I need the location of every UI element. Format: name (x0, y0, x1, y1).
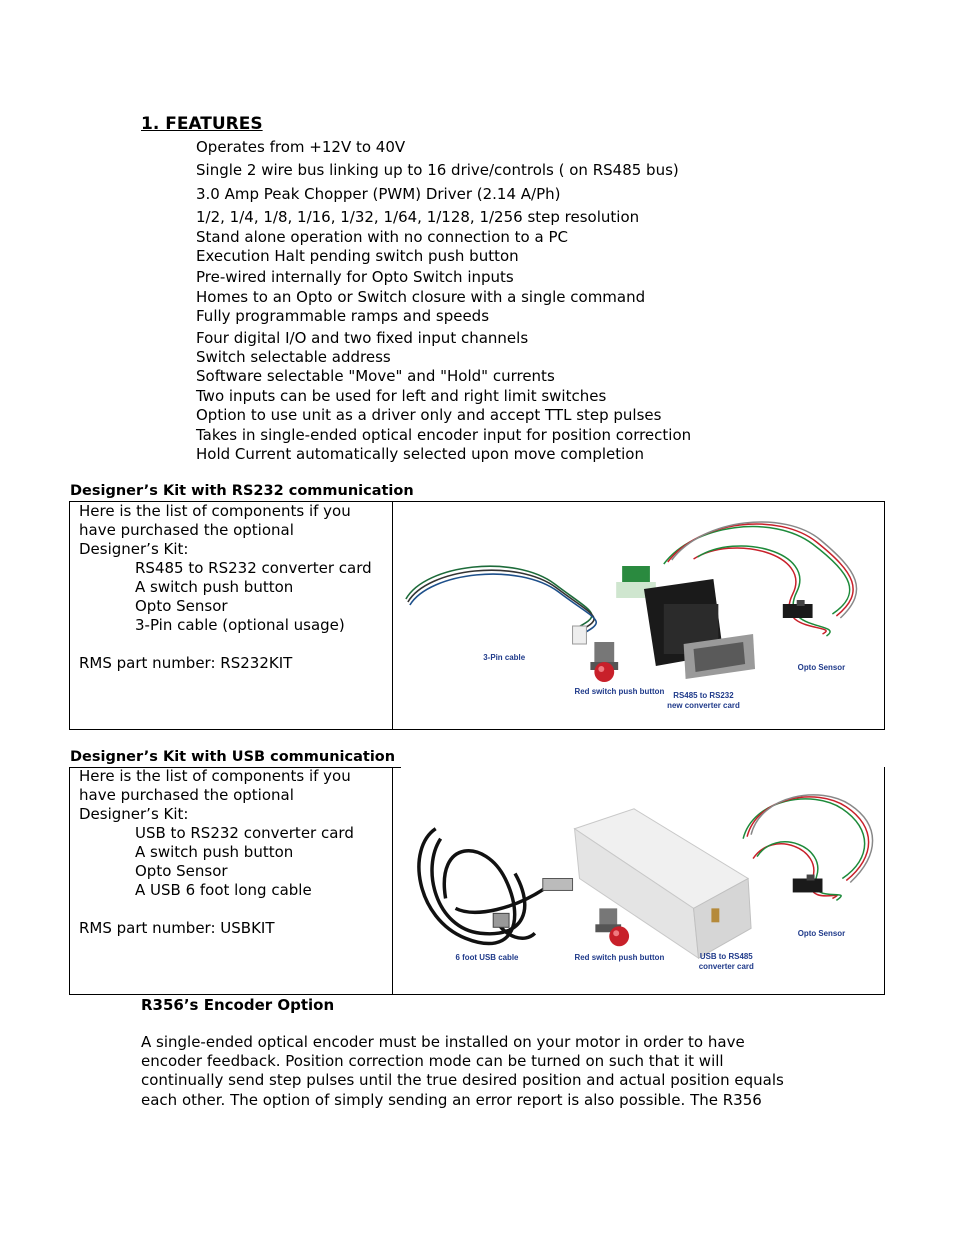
feature-item: Single 2 wire bus linking up to 16 drive/controls ( on RS485 bus) (196, 161, 679, 180)
paragraph-line: each other. The option of simply sending an error report is also possible. The R356 (141, 1090, 762, 1109)
kit-intro-line: Designer’s Kit: (79, 805, 189, 823)
kit-component: A switch push button (135, 578, 294, 596)
usb-kit-description (70, 767, 393, 994)
feature-item: Fully programmable ramps and speeds (196, 307, 490, 326)
feature-item: Hold Current automatically selected upon move completion (196, 445, 644, 464)
red-switch-icon (590, 642, 618, 682)
kit-component: Opto Sensor (135, 862, 228, 880)
paragraph-line: encoder feedback. Position correction mode can be turned on such that it will (141, 1052, 724, 1071)
caption-red-switch: Red switch push button (574, 953, 665, 963)
red-switch-icon (595, 908, 629, 946)
usb-kit-heading: Designer’s Kit with USB communication (70, 749, 396, 765)
kit-intro-line: Here is the list of components if you (79, 502, 351, 520)
caption-converter-card-1: RS485 to RS232 (673, 690, 734, 701)
usb-kit-illustration (396, 769, 882, 992)
opto-sensor-icon (793, 875, 823, 893)
kit-component: A switch push button (135, 843, 294, 861)
kit-component: A USB 6 foot long cable (135, 881, 312, 899)
feature-item: Execution Halt pending switch push button (196, 247, 519, 266)
kit-component: Opto Sensor (135, 597, 228, 615)
caption-converter-card-2: converter card (698, 962, 754, 972)
encoder-option-paragraph (141, 1033, 831, 1110)
feature-item: Two inputs can be used for left and right limit switches (196, 386, 607, 405)
encoder-option-heading: R356’s Encoder Option (141, 996, 335, 1014)
features-heading: 1. FEATURES (141, 114, 263, 134)
rs232-kit-table (69, 501, 885, 730)
feature-item: Takes in single-ended optical encoder input for position correction (196, 425, 692, 444)
feature-item: Operates from +12V to 40V (196, 138, 406, 156)
feature-item: Option to use unit as a driver only and accept TTL step pulses (196, 406, 662, 425)
rs232-kit-heading: Designer’s Kit with RS232 communication (70, 483, 414, 499)
caption-opto-sensor: Opto Sensor (797, 929, 846, 939)
rs232-kit-illustration (396, 504, 882, 727)
usb-cable-icon (419, 829, 573, 944)
rs232-kit-description (70, 502, 393, 729)
caption-opto-sensor: Opto Sensor (797, 662, 846, 673)
features-list (196, 138, 691, 465)
kit-intro-line: Designer’s Kit: (79, 540, 189, 558)
caption-3pin-cable: 3-Pin cable (483, 652, 526, 663)
caption-usb-cable: 6 foot USB cable (455, 953, 519, 963)
kit-part-number: RMS part number: USBKIT (79, 919, 275, 937)
usb-converter-box-icon (575, 809, 752, 958)
kit-intro-line: have purchased the optional (79, 786, 294, 804)
feature-item: Four digital I/O and two fixed input channels (196, 328, 529, 347)
feature-item: Pre-wired internally for Opto Switch inputs (196, 268, 514, 287)
paragraph-line: A single-ended optical encoder must be installed on your motor in order to have (141, 1033, 745, 1051)
converter-card-icon (616, 566, 755, 679)
kit-intro-line: Here is the list of components if you (79, 767, 351, 785)
usb-kit-table (69, 767, 885, 995)
caption-red-switch: Red switch push button (574, 686, 665, 697)
opto-sensor-icon (783, 600, 813, 618)
paragraph-line: continually send step pulses until the true desired position and actual position equals (141, 1071, 784, 1090)
kit-component: USB to RS232 converter card (135, 824, 354, 842)
kit-component: 3-Pin cable (optional usage) (135, 616, 345, 634)
usb-kit-photo (396, 769, 882, 992)
caption-converter-card-1: USB to RS485 (699, 952, 753, 962)
kit-part-number: RMS part number: RS232KIT (79, 654, 293, 672)
three-pin-cable-icon (406, 566, 596, 644)
feature-item: 3.0 Amp Peak Chopper (PWM) Driver (2.14 A/Ph) (196, 184, 561, 203)
kit-component: RS485 to RS232 converter card (135, 559, 372, 577)
caption-converter-card-2: new converter card (667, 700, 740, 711)
feature-item: Switch selectable address (196, 348, 391, 367)
feature-item: Stand alone operation with no connection to a PC (196, 227, 568, 246)
feature-item: 1/2, 1/4, 1/8, 1/16, 1/32, 1/64, 1/128, 1/256 step resolution (196, 208, 640, 227)
feature-item: Homes to an Opto or Switch closure with a single command (196, 287, 646, 306)
rs232-kit-photo (396, 504, 882, 727)
feature-item: Software selectable "Move" and "Hold" currents (196, 367, 555, 386)
kit-intro-line: have purchased the optional (79, 521, 294, 539)
